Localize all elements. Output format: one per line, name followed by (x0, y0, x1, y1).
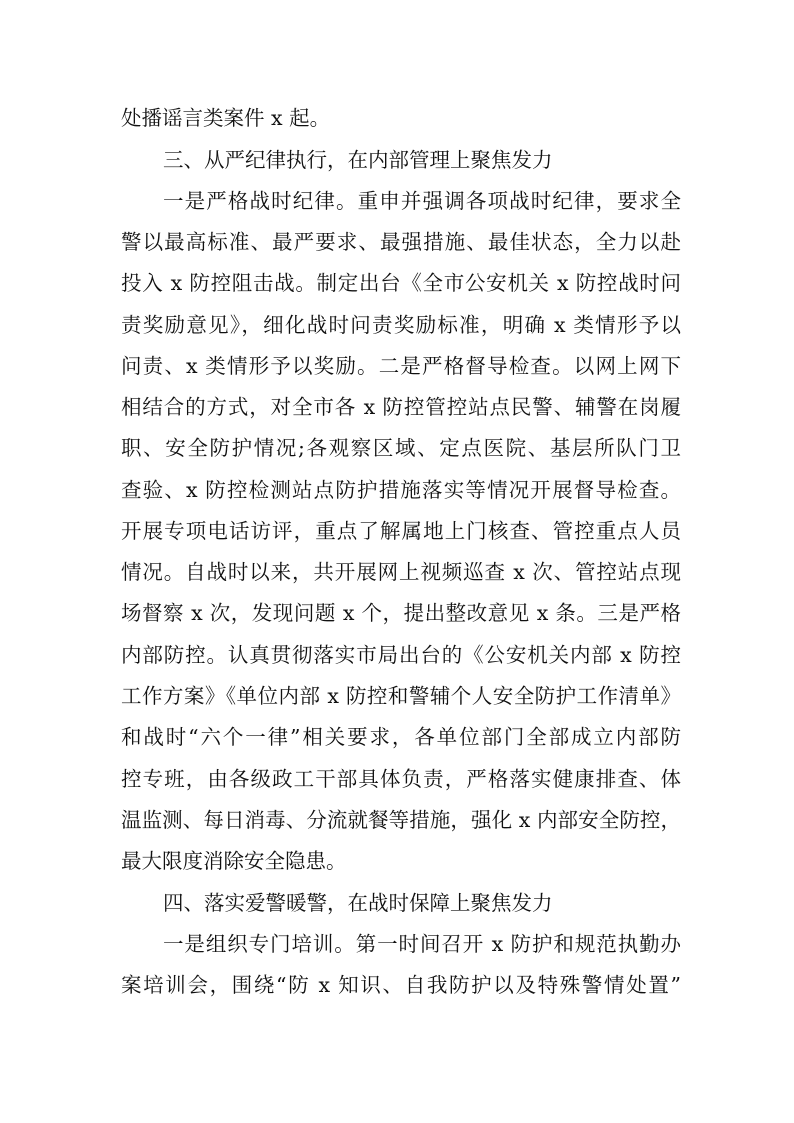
text-line: 一是组织专门培训。第一时间召开 x 防护和规范执勤办 (163, 932, 681, 956)
section-heading: 四、落实爱警暖警，在战时保障上聚焦发力 (163, 891, 553, 915)
section-heading: 三、从严纪律执行，在内部管理上聚焦发力 (163, 148, 553, 172)
text-line: 工作方案》《单位内部 x 防控和警辅个人安全防护工作清单》 (121, 684, 681, 708)
text-line: 控专班，由各级政工干部具体负责，严格落实健康排查、体 (121, 767, 681, 791)
text-line: 投入 x 防控阻击战。制定出台《全市公安机关 x 防控战时问 (121, 271, 681, 295)
text-line: 开展专项电话访评，重点了解属地上门核查、管控重点人员 (121, 519, 681, 543)
text-line: 最大限度消除安全隐患。 (121, 849, 347, 873)
text-line: 一是严格战时纪律。重申并强调各项战时纪律，要求全 (163, 189, 681, 213)
text-line: 内部防控。认真贯彻落实市局出台的《公安机关内部 x 防控 (121, 643, 681, 667)
text-line: 职、安全防护情况;各观察区域、定点医院、基层所队门卫 (121, 436, 681, 460)
text-line: 案培训会，围绕“防 x 知识、自我防护以及特殊警情处置” (121, 973, 681, 997)
text-line: 查验、x 防控检测站点防护措施落实等情况开展督导检查。 (121, 478, 681, 502)
text-line: 相结合的方式，对全市各 x 防控管控站点民警、辅警在岗履 (121, 395, 681, 419)
text-line: 温监测、每日消毒、分流就餐等措施，强化 x 内部安全防控， (121, 808, 681, 832)
text-line: 情况。自战时以来，共开展网上视频巡查 x 次、管控站点现 (121, 560, 681, 584)
text-line: 警以最高标准、最严要求、最强措施、最佳状态，全力以赴 (121, 230, 681, 254)
text-line: 和战时“六个一律”相关要求，各单位部门全部成立内部防 (121, 725, 681, 749)
text-line: 责奖励意见》，细化战时问责奖励标准，明确 x 类情形予以 (121, 313, 681, 337)
text-line: 问责、x 类情形予以奖励。二是严格督导检查。以网上网下 (121, 354, 681, 378)
text-line: 场督察 x 次，发现问题 x 个，提出整改意见 x 条。三是严格 (121, 601, 681, 625)
text-line: 处播谣言类案件 x 起。 (121, 106, 331, 130)
